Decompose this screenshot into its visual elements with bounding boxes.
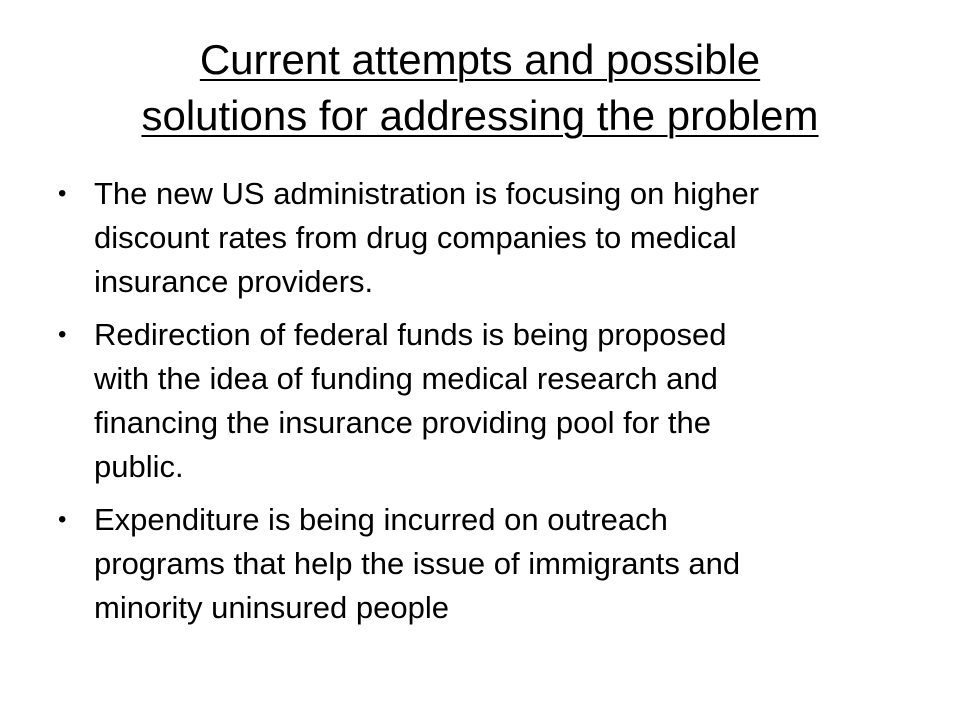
bullet-dot-icon: • [58,180,67,207]
slide-title-line-1: Current attempts and possible [199,36,761,83]
bullet-1-line-1: The new US administration is focusing on higher [94,176,760,211]
bullet-2-line-3: financing the insurance providing pool for the [94,405,711,440]
bullet-item-2 [56,313,896,489]
bullet-3-line-3: minority uninsured people [94,590,449,625]
bullet-item-3 [56,498,896,630]
bullet-list [56,172,896,639]
bullet-dot-icon: • [58,321,67,348]
bullet-text-2 [94,313,896,489]
bullet-text-3 [94,498,896,630]
bullet-text-1 [94,172,896,304]
bullet-2-line-4: public. [94,449,184,484]
slide-title [40,32,920,144]
bullet-2-line-2: with the idea of funding medical research and [94,361,718,396]
bullet-item-1 [56,172,896,304]
bullet-1-line-3: insurance providers. [94,264,374,299]
bullet-1-line-2: discount rates from drug companies to medical [94,220,737,255]
bullet-2-line-1: Redirection of federal funds is being proposed [94,317,727,352]
slide-title-line-2: solutions for addressing the problem [141,92,819,139]
bullet-3-line-1: Expenditure is being incurred on outreach [94,502,668,537]
bullet-dot-icon: • [58,506,67,533]
bullet-3-line-2: programs that help the issue of immigrants and [94,546,741,581]
